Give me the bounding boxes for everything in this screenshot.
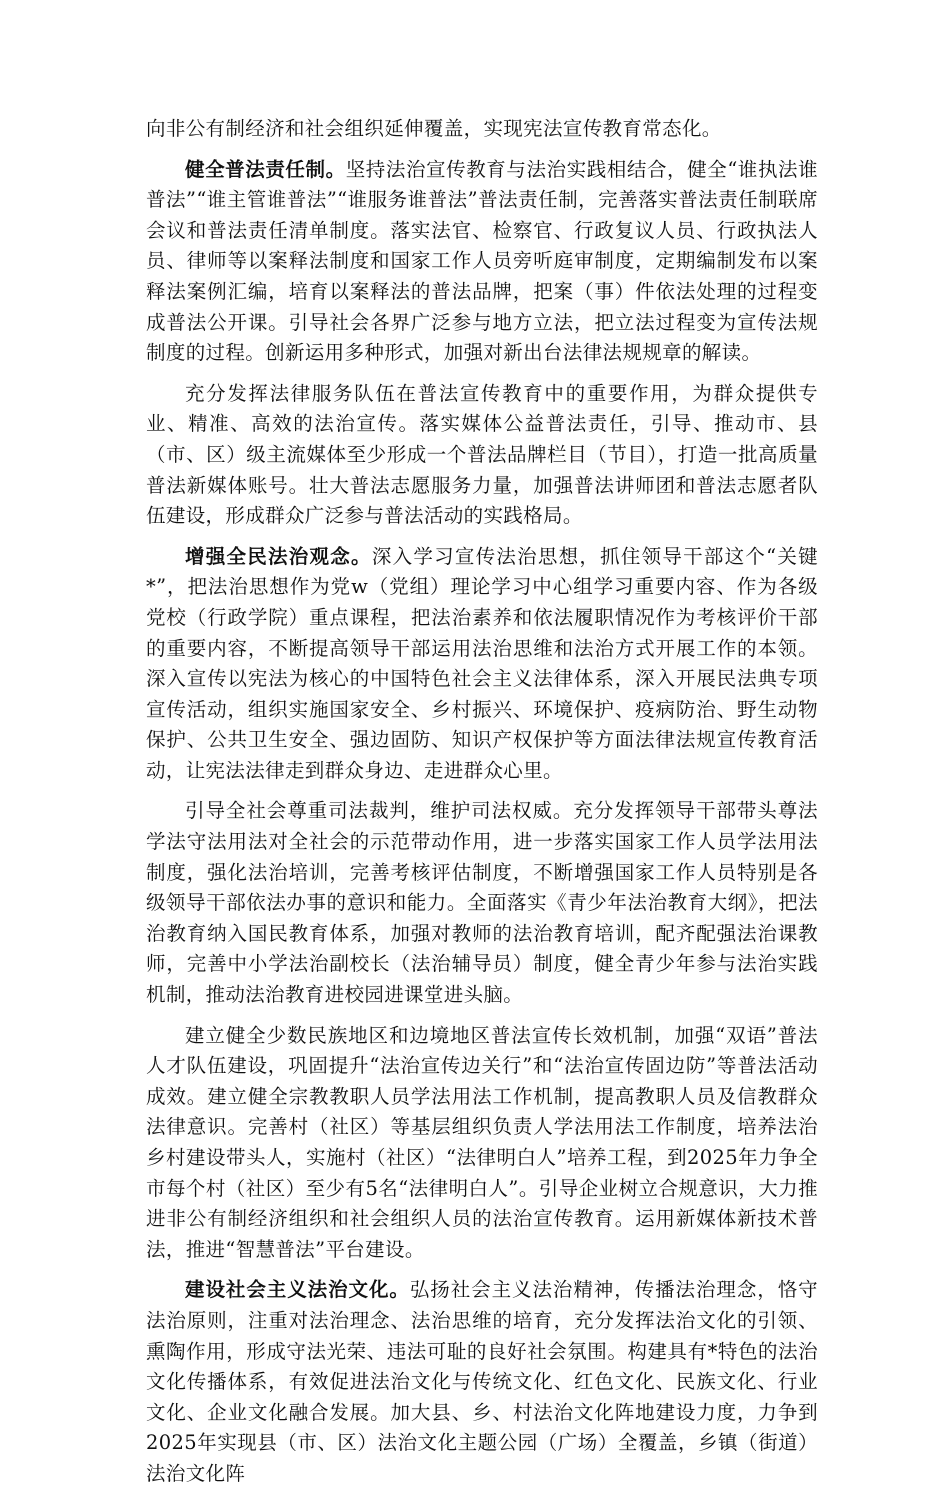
paragraph-3 [146,379,818,532]
paragraph-5 [146,796,818,1010]
document-body [146,114,818,1500]
paragraph-7 [146,1275,818,1489]
paragraph-4-heading: 增强全民法治观念。 [185,544,372,568]
paragraph-2-text: 坚持法治宣传教育与法治实践相结合，健全“谁执法谁普法”“谁主管谁普法”“谁服务谁普法”普法责任制，完善落实普法责任制联席会议和普法责任清单制度。落实法官、检察官、行政复议人员、行政执法人员、律师等以案释法制度和国家工作人员旁听庭审制度，定期编制发布以案释法案例汇编，培育以案释法的普法品牌，把案（事）件依法处理的过程变成普法公开课。引导社会各界广泛参与地方立法，把立法过程变为宣传法规制度的过程。创新运用多种形式，加强对新出台法律法规规章的解读。 [146,157,818,365]
paragraph-7-heading: 建设社会主义法治文化。 [185,1278,410,1302]
paragraph-4-text: 深入学习宣传法治思想，抓住领导干部这个“关键*”，把法治思想作为党w（党组）理论学习中心组学习重要内容、作为各级党校（行政学院）重点课程，把法治素养和依法履职情况作为考核评价干部的重要内容，不断提高领导干部运用法治思维和法治方式开展工作的本领。深入宣传以宪法为核心的中国特色社会主义法律体系，深入开展民法典专项宣传活动，组织实施国家安全、乡村振兴、环境保护、疫病防治、野生动物保护、公共卫生安全、强边固防、知识产权保护等方面法律法规宣传教育活动，让宪法法律走到群众身边、走进群众心里。 [146,544,819,782]
paragraph-2-heading: 健全普法责任制。 [185,157,346,181]
paragraph-6 [146,1021,818,1266]
paragraph-2 [146,155,818,369]
paragraph-5-text: 引导全社会尊重司法裁判，维护司法权威。充分发挥领导干部带头尊法学法守法用法对全社会的示范带动作用，进一步落实国家工作人员学法用法制度，强化法治培训，完善考核评估制度，不断增强国家工作人员特别是各级领导干部依法办事的意识和能力。全面落实《青少年法治教育大纲》，把法治教育纳入国民教育体系，加强对教师的法治教育培训，配齐配强法治课教师，完善中小学法治副校长（法治辅导员）制度，健全青少年参与法治实践机制，推动法治教育进校园进课堂进头脑。 [146,799,818,1007]
paragraph-1-text: 向非公有制经济和社会组织延伸覆盖，实现宪法宣传教育常态化。 [146,117,722,140]
paragraph-1 [146,114,818,145]
paragraph-3-text: 充分发挥法律服务队伍在普法宣传教育中的重要作用，为群众提供专业、精准、高效的法治宣传。落实媒体公益普法责任，引导、推动市、县（市、区）级主流媒体至少形成一个普法品牌栏目（节目），打造一批高质量普法新媒体账号。壮大普法志愿服务力量，加强普法讲师团和普法志愿者队伍建设，形成群众广泛参与普法活动的实践格局。 [146,381,818,528]
paragraph-4 [146,542,818,787]
paragraph-6-text: 建立健全少数民族地区和边境地区普法宣传长效机制，加强“双语”普法人才队伍建设，巩固提升“法治宣传边关行”和“法治宣传固边防”等普法活动成效。建立健全宗教教职人员学法用法工作机制，提高教职人员及信教群众法律意识。完善村（社区）等基层组织负责人学法用法工作制度，培养法治乡村建设带头人，实施村（社区）“法律明白人”培养工程，到2025年力争全市每个村（社区）至少有5名“法律明白人”。引导企业树立合规意识，大力推进非公有制经济组织和社会组织人员的法治宣传教育。运用新媒体新技术普法，推进“智慧普法”平台建设。 [146,1023,818,1261]
paragraph-7-text: 弘扬社会主义法治精神，传播法治理念，恪守法治原则，注重对法治理念、法治思维的培育，充分发挥法治文化的引领、熏陶作用，形成守法光荣、违法可耻的良好社会氛围。构建具有*特色的法治文化传播体系，有效促进法治文化与传统文化、红色文化、民族文化、行业文化、企业文化融合发展。加大县、乡、村法治文化阵地建设力度，力争到2025年实现县（市、区）法治文化主题公园（广场）全覆盖，乡镇（街道）法治文化阵 [146,1278,818,1485]
